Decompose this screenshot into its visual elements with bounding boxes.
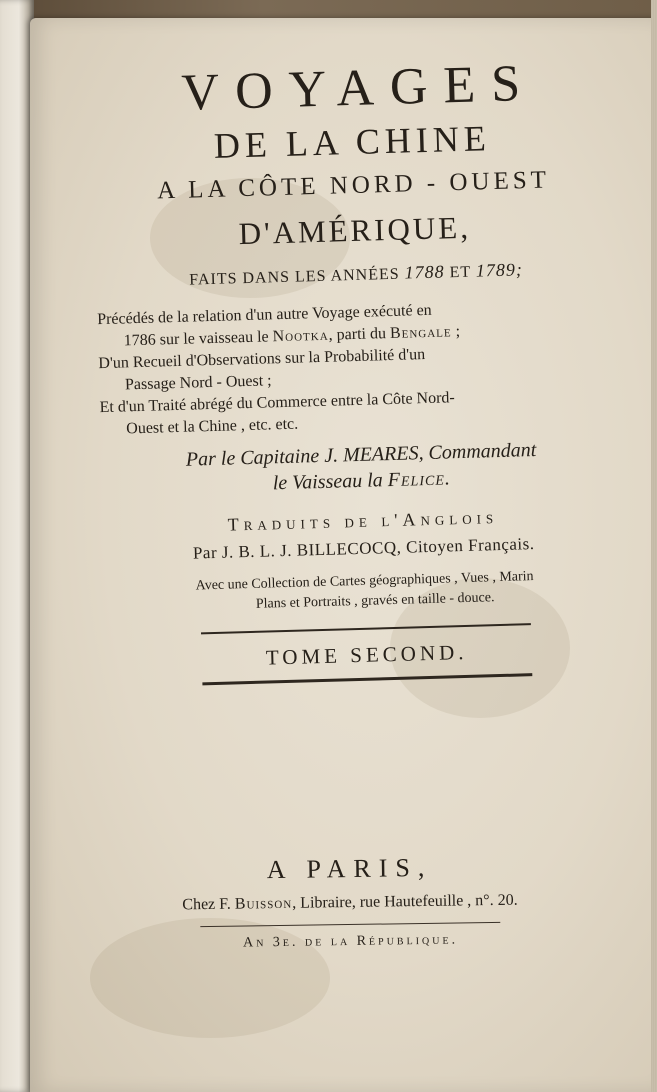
year-2: 1789; [475, 259, 524, 281]
imprint-year: An 3e. de la République. [242, 932, 459, 951]
description-block [77, 294, 640, 442]
imprint-city: A PARIS, [266, 852, 433, 885]
translated-label: Traduits de l'Anglois [227, 507, 499, 535]
ship-name-nootka: Nootka [272, 326, 329, 346]
desc-line-2b: Passage Nord - Ouest ; [124, 372, 272, 394]
desc-1b-post: ; [455, 323, 461, 341]
title-page [30, 18, 657, 1092]
author-line-1: Par le Capitaine J. MEARES, Commandant [185, 438, 537, 471]
dates-prefix: FAITS DANS LES ANNÉES [189, 265, 400, 289]
imprint-publisher [70, 886, 630, 920]
imprint-rule [200, 922, 500, 927]
page-edges [651, 0, 657, 1092]
subtitle-line-2: A LA CÔTE NORD - OUEST [156, 166, 551, 205]
translator-line: Par J. B. L. J. BILLECOCQ, Citoyen Français. [192, 534, 535, 563]
illustrations-line-2: Plans et Portraits , gravés en taille - douce. [255, 590, 495, 612]
place-bengale: Bengale [389, 323, 452, 342]
desc-1b-pre: 1786 sur le vaisseau le [123, 328, 269, 350]
volume-label: TOME SECOND. [265, 639, 468, 670]
ship-name-felice: Felice. [387, 467, 452, 492]
dates-and: ET [449, 263, 472, 282]
imprint-block [69, 848, 630, 957]
desc-1b-mid: , parti du [328, 325, 387, 344]
book-title: VOYAGES [180, 54, 537, 122]
publisher-name: Buisson [234, 894, 293, 913]
publisher-post: , Libraire, rue Hautefeuille , n°. 20. [292, 891, 518, 912]
desc-line-3b: Ouest et la Chine , etc. etc. [126, 415, 299, 438]
top-rule [201, 623, 531, 634]
subtitle-line-3: D'AMÉRIQUE, [238, 209, 472, 252]
illustrations-line-1: Avec une Collection de Cartes géographiques , Vues , Marin [195, 569, 534, 594]
desc-line-3a: Et d'un Traité abrégé du Commerce entre la Côte Nord- [99, 389, 455, 417]
subtitle-line-1: DE LA CHINE [213, 118, 492, 166]
desc-line-1a: Précédés de la relation d'un autre Voyage exécuté en [96, 301, 432, 329]
year-1: 1788 [404, 261, 445, 283]
publisher-pre: Chez F. [182, 895, 231, 914]
desc-line-2a: D'un Recueil d'Observations sur la Probabilité d'un [98, 346, 426, 373]
facing-page-edge [0, 0, 34, 1092]
title-block [70, 50, 647, 688]
author-2-pre: le Vaisseau la [272, 469, 384, 495]
